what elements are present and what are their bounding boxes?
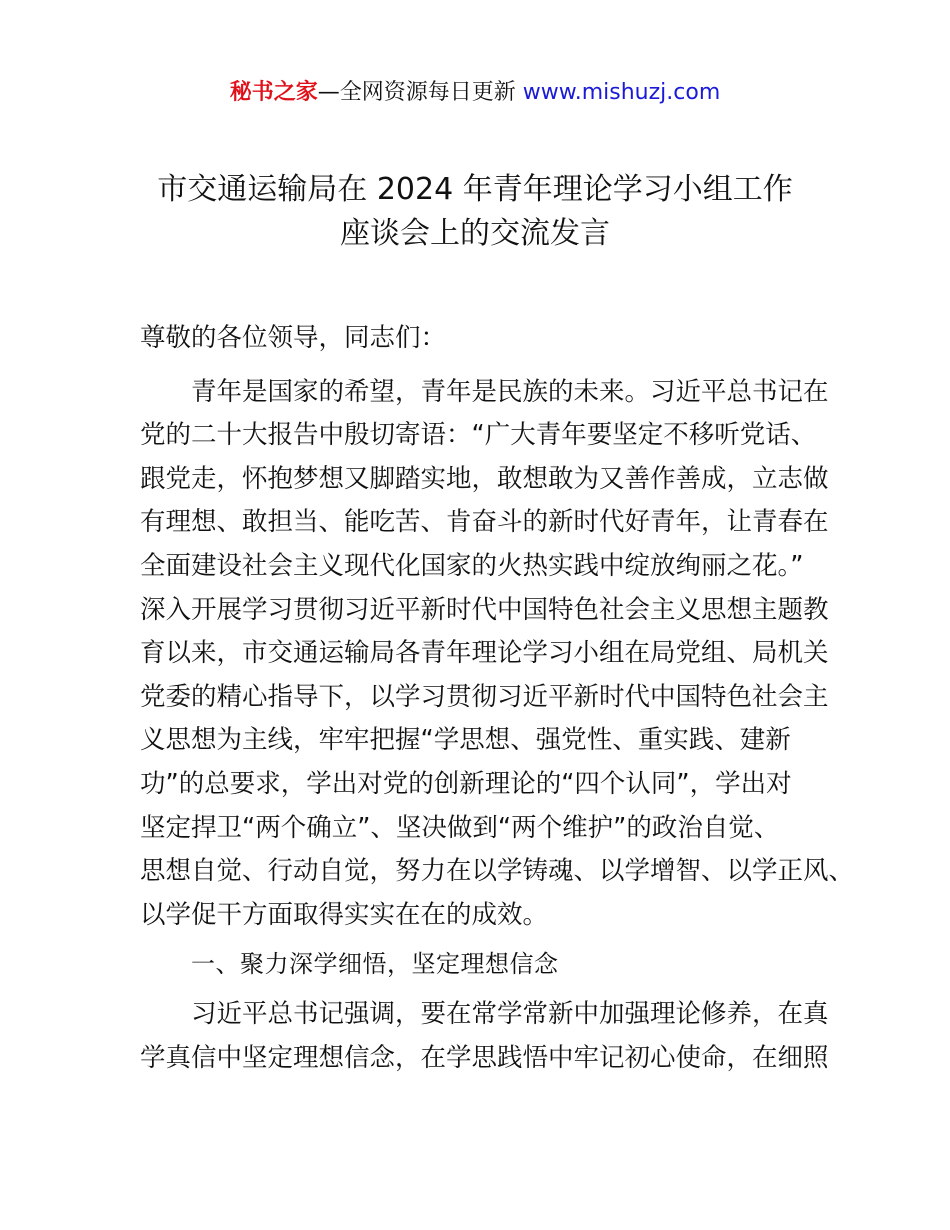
paragraph-line: 以学促干方面取得实实在在的成效。: [140, 899, 549, 930]
paragraph-line: 党的二十大报告中殷切寄语：“广大青年要坚定不移听党话、: [140, 420, 817, 451]
brand-name: 秘书之家: [229, 80, 318, 105]
header-tagline: —全网资源每日更新: [317, 80, 523, 105]
site-header: [0, 76, 950, 110]
paragraph-2: [140, 993, 829, 1080]
title-line-2: 座谈会上的交流发言: [340, 216, 610, 251]
site-url-link[interactable]: www.mishuzj.com: [522, 80, 721, 105]
paragraph-line: 青年是国家的希望，青年是民族的未来。习近平总书记在: [191, 376, 829, 407]
paragraph-1: [140, 371, 855, 938]
paragraph-line: 有理想、敢担当、能吃苦、肯奋斗的新时代好青年，让青春在: [140, 507, 829, 538]
paragraph-line: 义思想为主线，牢牢把握“学思想、强党性、重实践、建新: [140, 725, 791, 756]
paragraph-line: 学真信中坚定理想信念，在学思践悟中牢记初心使命，在细照: [140, 1042, 829, 1073]
paragraph-line: 党委的精心指导下，以学习贯彻习近平新时代中国特色社会主: [140, 681, 829, 712]
document-title: [140, 168, 810, 256]
section-heading: 一、聚力深学细悟，坚定理想信念: [191, 950, 559, 979]
paragraph-line: 深入开展学习贯彻习近平新时代中国特色社会主义思想主题教: [140, 594, 829, 625]
paragraph-line: 育以来，市交通运输局各青年理论学习小组在局党组、局机关: [140, 638, 829, 669]
paragraph-line: 思想自觉、行动自觉，努力在以学铸魂、以学增智、以学正风、: [140, 856, 855, 887]
document-body: [140, 317, 855, 1080]
paragraph-line: 功”的总要求，学出对党的创新理论的“四个认同”，学出对: [140, 768, 792, 799]
paragraph-line: 全面建设社会主义现代化国家的火热实践中绽放绚丽之花。”: [140, 550, 804, 581]
paragraph-line: 坚定捍卫“两个确立”、坚决做到“两个维护”的政治自觉、: [140, 812, 780, 843]
paragraph-line: 习近平总书记强调，要在常学常新中加强理论修养，在真: [191, 998, 829, 1029]
salutation: 尊敬的各位领导，同志们：: [140, 323, 447, 353]
paragraph-line: 跟党走，怀抱梦想又脚踏实地，敢想敢为又善作善成，立志做: [140, 463, 829, 494]
title-line-1: 市交通运输局在 2024 年青年理论学习小组工作: [157, 172, 793, 207]
